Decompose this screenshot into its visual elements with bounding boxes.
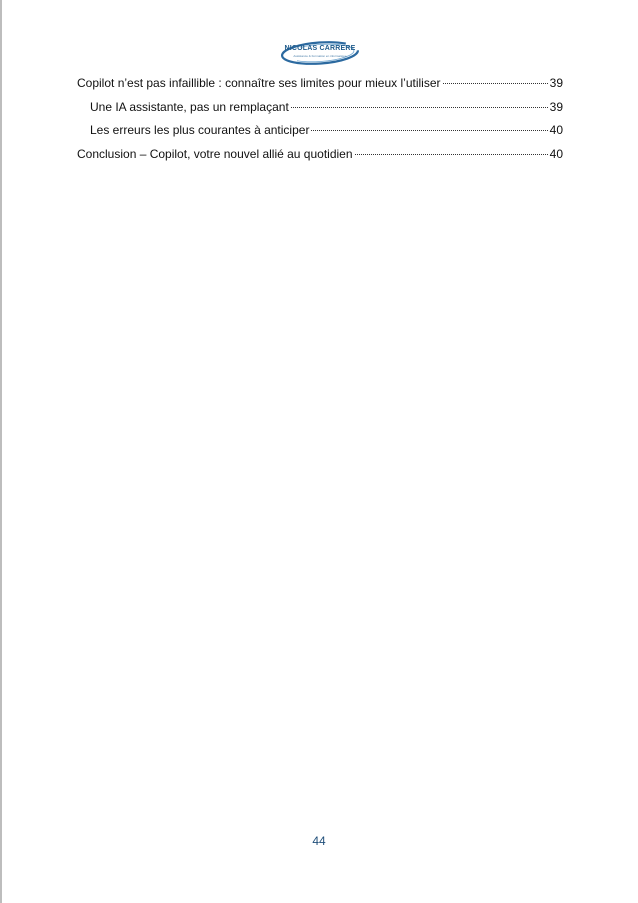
page-number: 44 — [312, 834, 326, 848]
toc-leader-dots — [443, 83, 548, 84]
table-of-contents — [77, 76, 563, 170]
page-left-border — [0, 0, 2, 903]
toc-entry-page: 40 — [549, 123, 563, 137]
toc-entry-title: Une IA assistante, pas un remplaçant — [90, 99, 289, 114]
toc-entry-assistant[interactable] — [77, 100, 563, 124]
logo-name: NICOLAS CARRERE — [284, 45, 356, 52]
toc-entry-title: Les erreurs les plus courantes à anticiper — [90, 123, 310, 137]
toc-entry-page: 39 — [549, 76, 563, 90]
toc-leader-dots — [291, 107, 548, 108]
header-logo — [280, 40, 360, 66]
toc-entry-title: Conclusion – Copilot, votre nouvel allié au quotidien — [77, 146, 353, 161]
logo-tagline: Assistance & Formation en informatique — [293, 54, 347, 58]
logo-swoosh-icon — [280, 40, 360, 66]
toc-entry-title: Copilot n’est pas infaillible : connaître ses limites pour mieux l’utiliser — [77, 76, 441, 90]
toc-entry-page: 39 — [549, 99, 563, 114]
toc-entry-limits[interactable] — [77, 76, 563, 100]
toc-entry-common-errors[interactable] — [77, 123, 563, 147]
toc-leader-dots — [355, 154, 548, 155]
toc-entry-page: 40 — [549, 146, 563, 161]
toc-entry-conclusion[interactable] — [77, 147, 563, 171]
toc-leader-dots — [311, 130, 547, 131]
